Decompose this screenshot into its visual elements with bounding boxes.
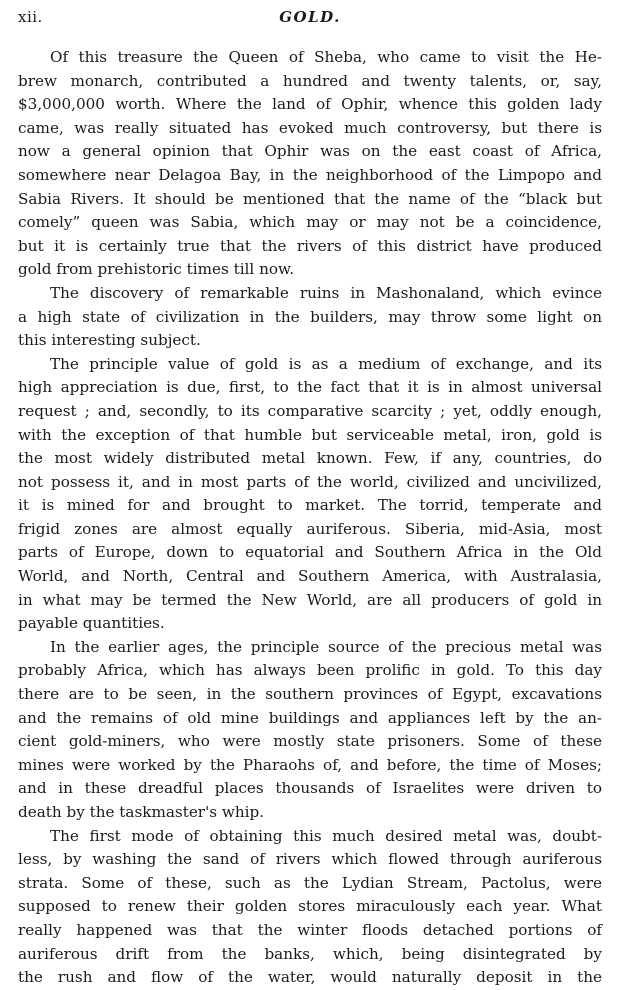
text-line: not possess it, and in most parts of the world, civilized and uncivilized,	[18, 472, 602, 491]
text-line: but it is certainly true that the rivers of this district have produced	[18, 236, 602, 255]
text-line: really happened was that the winter floods detached portions of	[18, 920, 602, 939]
text-line: The discovery of remarkable ruins in Mashonaland, which evince	[50, 283, 602, 302]
paragraph	[18, 636, 602, 825]
text-line: there are to be seen, in the southern provinces of Egypt, excavations	[18, 685, 602, 704]
text-line: and in these dreadful places thousands of Israelites were driven to	[18, 779, 602, 798]
text-line: The principle value of gold is as a medium of exchange, and its	[50, 354, 602, 373]
text-line: strata. Some of these, such as the Lydian Stream, Pactolus, were	[18, 873, 602, 892]
text-line: probably Africa, which has always been prolific in gold. To this day	[18, 661, 602, 680]
text-line: somewhere near Delagoa Bay, in the neighborhood of the Limpopo and	[18, 165, 602, 184]
text-line: this interesting subject.	[18, 331, 201, 350]
paragraph	[18, 825, 602, 990]
text-line: death by the taskmaster's whip.	[18, 803, 265, 821]
text-line: World, and North, Central and Southern America, with Australasia,	[18, 567, 602, 586]
paragraph	[18, 353, 602, 636]
text-line: and the remains of old mine buildings and appliances left by the an-	[18, 708, 602, 727]
page-header	[18, 8, 602, 30]
text-line: auriferous drift from the banks, which, being disintegrated by	[18, 944, 602, 963]
text-line: gold from prehistoric times till now.	[18, 260, 295, 279]
text-line: $3,000,000 worth. Where the land of Ophir, whence this golden lady	[18, 95, 602, 114]
text-line: high appreciation is due, first, to the fact that it is in almost universal	[18, 378, 602, 397]
text-line: supposed to renew their golden stores miraculously each year. What	[18, 897, 602, 916]
text-line: parts of Europe, down to equatorial and Southern Africa in the Old	[18, 543, 602, 562]
text-line: it is mined for and brought to market. The torrid, temperate and	[18, 496, 602, 515]
text-line: Sabia Rivers. It should be mentioned that the name of the “black but	[18, 189, 602, 208]
text-line: request ; and, secondly, to its comparative scarcity ; yet, oddly enough,	[18, 401, 602, 420]
text-line: less, by washing the sand of rivers which flowed through auriferous	[18, 850, 602, 869]
text-line: The first mode of obtaining this much desired metal was, doubt-	[50, 826, 602, 845]
paragraph	[18, 282, 602, 353]
text-line: brew monarch, contributed a hundred and twenty talents, or, say,	[18, 71, 602, 90]
running-title: GOLD.	[279, 8, 341, 26]
text-line: cient gold-miners, who were mostly state prisoners. Some of these	[18, 732, 602, 751]
text-line: In the earlier ages, the principle source of the precious metal was	[50, 637, 602, 656]
text-line: a high state of civilization in the builders, may throw some light on	[18, 307, 602, 326]
text-line: Of this treasure the Queen of Sheba, who came to visit the He-	[50, 48, 602, 66]
text-line: in what may be termed the New World, are all producers of gold in	[18, 590, 602, 609]
text-line: mines were worked by the Pharaohs of, and before, the time of Moses;	[18, 755, 602, 774]
text-line: with the exception of that humble but serviceable metal, iron, gold is	[18, 425, 602, 444]
text-line: the rush and flow of the water, would naturally deposit in the	[18, 968, 602, 987]
text-line: the most widely distributed metal known. Few, if any, countries, do	[18, 449, 602, 468]
body-text	[18, 46, 602, 990]
text-line: came, was really situated has evoked much controversy, but there is	[18, 118, 602, 137]
text-line: payable quantities.	[18, 614, 165, 633]
paragraph	[18, 46, 602, 282]
text-line: frigid zones are almost equally auriferous. Siberia, mid-Asia, most	[18, 519, 602, 538]
text-line: now a general opinion that Ophir was on the east coast of Africa,	[18, 142, 602, 161]
page-number: xii.	[18, 8, 43, 26]
text-line: comely” queen was Sabia, which may or may not be a coincidence,	[18, 213, 602, 232]
